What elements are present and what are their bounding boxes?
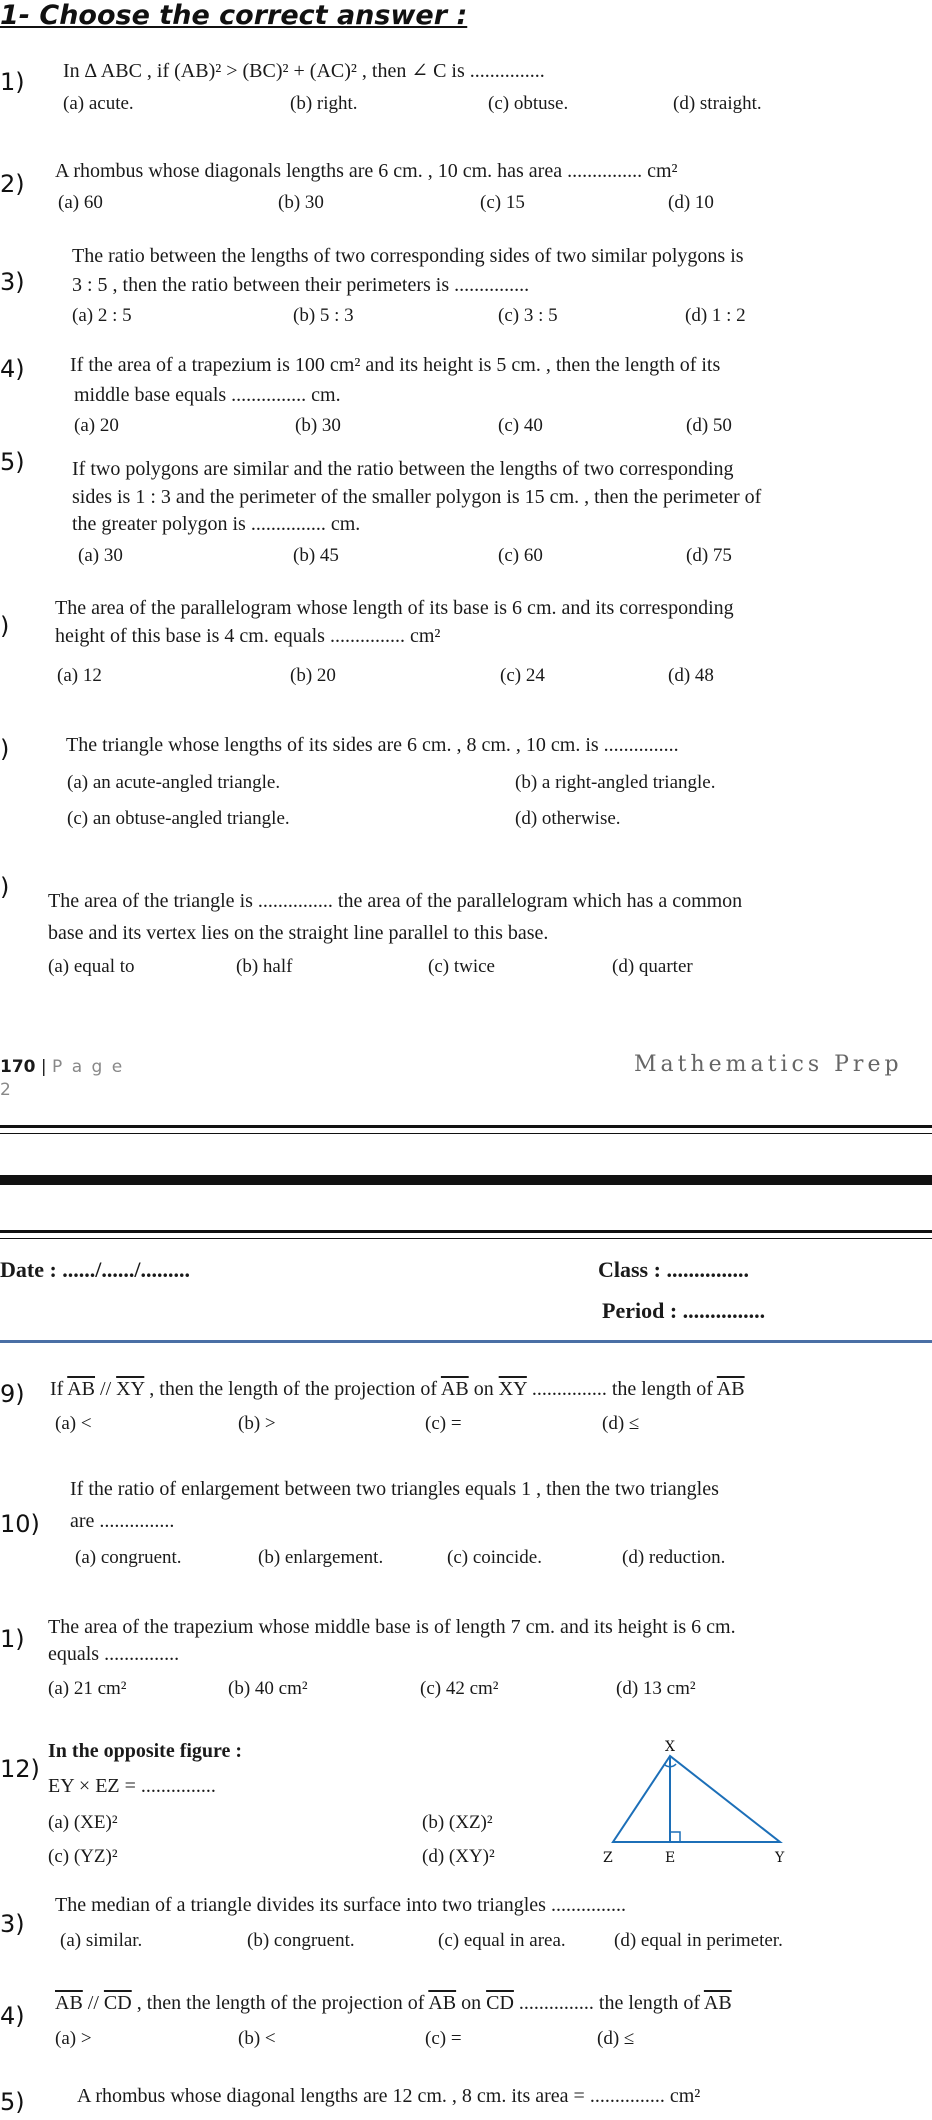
question-text-line-1: If two polygons are similar and the ratio between the lengths of two corresponding xyxy=(72,458,734,480)
question-number: 1) xyxy=(0,1625,25,1653)
question-text-line-2: height of this base is 4 cm. equals ............... cm² xyxy=(55,625,441,647)
date-field: Date : ....../....../......... xyxy=(0,1257,191,1282)
option-a[interactable]: (a) equal to xyxy=(48,956,135,977)
page-sub-number: 2 xyxy=(0,1080,11,1100)
option-c[interactable]: (c) (YZ)² xyxy=(48,1846,118,1867)
question-text-line-2: are ............... xyxy=(70,1510,175,1532)
option-c[interactable]: (c) 60 xyxy=(498,545,543,566)
option-c[interactable]: (c) 40 xyxy=(498,415,543,436)
question-number: ) xyxy=(0,735,10,763)
option-d[interactable]: (d) equal in perimeter. xyxy=(614,1930,783,1951)
option-b[interactable]: (b) 30 xyxy=(278,192,324,213)
option-c[interactable]: (c) equal in area. xyxy=(438,1930,566,1951)
option-c[interactable]: (c) 42 cm² xyxy=(420,1678,499,1699)
option-c[interactable]: (c) twice xyxy=(428,956,495,977)
option-c[interactable]: (c) 24 xyxy=(500,665,545,686)
option-d[interactable]: (d) 75 xyxy=(686,545,732,566)
page-footer-left xyxy=(0,1057,124,1077)
header-rule xyxy=(0,1340,932,1343)
option-d[interactable]: (d) (XY)² xyxy=(422,1846,495,1867)
page-word: P a g e xyxy=(52,1057,125,1077)
option-d[interactable]: (d) ≤ xyxy=(602,1413,640,1434)
option-a[interactable]: (a) 21 cm² xyxy=(48,1678,127,1699)
segment-ab: $\overline{AB}$ xyxy=(55,1992,83,2014)
question-text: A rhombus whose diagonal lengths are 12 cm. , 8 cm. its area = ............... cm² xyxy=(77,2085,701,2107)
option-a[interactable]: (a) similar. xyxy=(60,1930,143,1951)
question-text: The triangle whose lengths of its sides are 6 cm. , 8 cm. , 10 cm. is ............... xyxy=(66,734,679,756)
segment-cd: $\overline{CD}$ xyxy=(486,1992,514,2014)
label-x: X xyxy=(665,1739,675,1755)
option-a[interactable]: (a) (XE)² xyxy=(48,1812,118,1833)
question-text-line-1: In the opposite figure : xyxy=(48,1740,243,1762)
page-divider-rule xyxy=(0,1175,932,1185)
segment-ab: $\overline{AB}$ xyxy=(703,1992,732,2014)
option-b[interactable]: (b) right. xyxy=(290,93,358,114)
question-number: 12) xyxy=(0,1755,40,1783)
question-number: 4) xyxy=(0,355,25,383)
option-d[interactable]: (d) 13 cm² xyxy=(616,1678,696,1699)
question-number: 2) xyxy=(0,170,25,198)
option-b[interactable]: (b) 5 : 3 xyxy=(293,305,354,326)
option-a[interactable]: (a) an acute-angled triangle. xyxy=(67,772,281,793)
option-b[interactable]: (b) 40 cm² xyxy=(228,1678,308,1699)
question-number: 9) xyxy=(0,1380,25,1408)
page-separator: | xyxy=(35,1057,53,1077)
line-xy: $\overline{XY}$ xyxy=(116,1378,145,1400)
question-number: 1) xyxy=(0,68,25,96)
question-text-line-1: The area of the parallelogram whose length of its base is 6 cm. and its corresponding xyxy=(55,597,734,619)
question-text-line-3: the greater polygon is ............... cm. xyxy=(72,513,361,535)
question-text: $\overline{AB} // \overline{CD}$ , then the length of the projection of $\overline{AB}$ on $\overline{CD}$ ............... the length of $\overline{AB}$ xyxy=(55,1992,732,2014)
segment-ab: $\overline{AB}$ xyxy=(428,1992,457,2014)
option-d[interactable]: (d) 1 : 2 xyxy=(685,305,746,326)
option-b[interactable]: (b) 30 xyxy=(295,415,341,436)
option-b[interactable]: (b) a right-angled triangle. xyxy=(515,772,716,793)
page-footer-subject: Mathematics Prep xyxy=(634,1052,903,1077)
option-c[interactable]: (c) 3 : 5 xyxy=(498,305,558,326)
segment-ab: $\overline{AB}$ xyxy=(716,1378,745,1400)
page-divider-rule xyxy=(0,1133,932,1134)
option-b[interactable]: (b) 45 xyxy=(293,545,339,566)
triangle-figure xyxy=(595,1738,800,1870)
option-b[interactable]: (b) half xyxy=(236,956,293,977)
option-b[interactable]: (b) (XZ)² xyxy=(422,1812,493,1833)
question-text-line-2: EY × EZ = ............... xyxy=(48,1775,216,1797)
option-a[interactable]: (a) 20 xyxy=(74,415,119,436)
question-number: 3) xyxy=(0,268,25,296)
question-text-line-1: If the area of a trapezium is 100 cm² and its height is 5 cm. , then the length of its xyxy=(70,354,721,376)
option-b[interactable]: (b) enlargement. xyxy=(258,1547,384,1568)
period-field: Period : ............... xyxy=(602,1298,766,1323)
question-number: ) xyxy=(0,873,10,901)
question-text: The median of a triangle divides its surface into two triangles ............... xyxy=(55,1894,626,1916)
option-d[interactable]: (d) 48 xyxy=(668,665,714,686)
triangle-xzy xyxy=(613,1756,780,1842)
option-d[interactable]: (d) straight. xyxy=(673,93,762,114)
question-number: 5) xyxy=(0,448,25,476)
question-text-line-2: 3 : 5 , then the ratio between their perimeters is ............... xyxy=(72,274,530,296)
label-e: E xyxy=(665,1850,676,1866)
option-a[interactable]: (a) acute. xyxy=(63,93,134,114)
option-d[interactable]: (d) otherwise. xyxy=(515,808,621,829)
question-text-line-1: The area of the trapezium whose middle base is of length 7 cm. and its height is 6 cm. xyxy=(48,1616,736,1638)
option-a[interactable]: (a) 30 xyxy=(78,545,123,566)
segment-ab: $\overline{AB}$ xyxy=(440,1378,469,1400)
option-c[interactable]: (c) 15 xyxy=(480,192,525,213)
question-text-line-2: sides is 1 : 3 and the perimeter of the smaller polygon is 15 cm. , then the perimeter of xyxy=(72,486,762,508)
question-text-line-2: equals ............... xyxy=(48,1643,180,1665)
option-c[interactable]: (c) = xyxy=(425,2028,462,2049)
page-divider-rule xyxy=(0,1238,932,1239)
option-d[interactable]: (d) ≤ xyxy=(597,2028,635,2049)
segment-cd: $\overline{CD}$ xyxy=(103,1992,132,2014)
line-xy: $\overline{XY}$ xyxy=(498,1378,527,1400)
option-a[interactable]: (a) 2 : 5 xyxy=(72,305,132,326)
question-number: 10) xyxy=(0,1510,40,1538)
question-text: In ∆ ABC , if (AB)² > (BC)² + (AC)² , then ∠ C is ............... xyxy=(63,60,545,82)
label-y: Y xyxy=(775,1850,785,1866)
page-number: 170 xyxy=(0,1057,36,1077)
class-field: Class : ............... xyxy=(598,1257,749,1282)
question-number: ) xyxy=(0,612,10,640)
option-c[interactable]: (c) = xyxy=(425,1413,462,1434)
question-text-line-1: If the ratio of enlargement between two triangles equals 1 , then the two triangles xyxy=(70,1478,719,1500)
option-a[interactable]: (a) 60 xyxy=(58,192,103,213)
option-a[interactable]: (a) < xyxy=(55,1413,92,1434)
option-b[interactable]: (b) < xyxy=(238,2028,276,2049)
question-text: A rhombus whose diagonals lengths are 6 cm. , 10 cm. has area ............... cm² xyxy=(55,160,678,182)
option-a[interactable]: (a) 12 xyxy=(57,665,102,686)
label-z: Z xyxy=(603,1850,613,1866)
option-c[interactable]: (c) obtuse. xyxy=(488,93,569,114)
option-d[interactable]: (d) quarter xyxy=(612,956,693,977)
question-text-line-2: base and its vertex lies on the straight line parallel to this base. xyxy=(48,922,549,944)
question-number: 3) xyxy=(0,1910,25,1938)
segment-ab: $\overline{AB}$ xyxy=(67,1378,96,1400)
question-text-line-2: middle base equals ............... cm. xyxy=(74,384,341,406)
option-b[interactable]: (b) > xyxy=(238,1413,276,1434)
option-c[interactable]: (c) an obtuse-angled triangle. xyxy=(67,808,290,829)
option-d[interactable]: (d) reduction. xyxy=(622,1547,726,1568)
option-a[interactable]: (a) congruent. xyxy=(75,1547,182,1568)
question-text: If $\overline{AB} // \overline{XY}$ , then the length of the projection of $\overline{AB}$ on $\overline{XY}$ ............... the length of $\overline{AB}$ xyxy=(50,1378,745,1400)
question-number: 4) xyxy=(0,2002,25,2030)
option-b[interactable]: (b) congruent. xyxy=(247,1930,355,1951)
option-d[interactable]: (d) 50 xyxy=(686,415,732,436)
option-c[interactable]: (c) coincide. xyxy=(447,1547,542,1568)
question-number: 5) xyxy=(0,2088,25,2116)
page-divider-rule xyxy=(0,1125,932,1128)
section-title: 1- Choose the correct answer : xyxy=(0,0,468,31)
page-divider-rule xyxy=(0,1230,932,1233)
option-a[interactable]: (a) > xyxy=(55,2028,92,2049)
question-text-line-1: The ratio between the lengths of two corresponding sides of two similar polygons is xyxy=(72,245,744,267)
option-b[interactable]: (b) 20 xyxy=(290,665,336,686)
right-angle-mark-e xyxy=(670,1832,680,1842)
option-d[interactable]: (d) 10 xyxy=(668,192,714,213)
question-text-line-1: The area of the triangle is ............... the area of the parallelogram which has a common xyxy=(48,890,743,912)
